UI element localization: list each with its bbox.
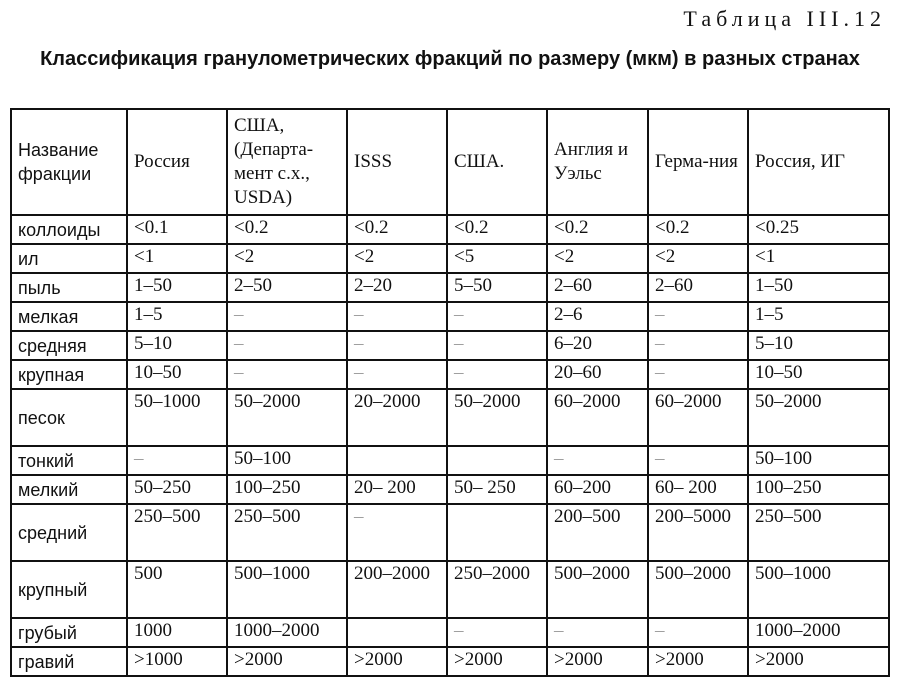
table-cell: – <box>447 360 547 389</box>
table-cell: – <box>447 331 547 360</box>
table-row <box>11 389 889 446</box>
table-cell: >2000 <box>227 647 347 676</box>
table-cell: 50–1000 <box>127 389 227 446</box>
table-cell: >2000 <box>748 647 889 676</box>
table-cell: 100–250 <box>748 475 889 504</box>
table-cell: 1–5 <box>748 302 889 331</box>
table-cell: 1–50 <box>127 273 227 302</box>
table-cell: 250–500 <box>227 504 347 561</box>
table-cell: 10–50 <box>127 360 227 389</box>
table-cell: 5–10 <box>127 331 227 360</box>
fraction-name-cell: гравий <box>11 647 127 676</box>
table-cell: – <box>648 360 748 389</box>
table-row <box>11 331 889 360</box>
table-cell: – <box>347 331 447 360</box>
table-cell: 60–2000 <box>547 389 648 446</box>
table-row <box>11 244 889 273</box>
fraction-name-cell: коллоиды <box>11 215 127 244</box>
header-cell-russia: Россия <box>127 109 227 215</box>
table-cell: <0.2 <box>447 215 547 244</box>
table-cell: 5–10 <box>748 331 889 360</box>
table-cell: <0.2 <box>648 215 748 244</box>
table-row <box>11 302 889 331</box>
table-cell <box>347 618 447 647</box>
table-row <box>11 647 889 676</box>
header-row <box>11 109 889 215</box>
table-cell: – <box>648 302 748 331</box>
table-cell: <1 <box>127 244 227 273</box>
table-cell: – <box>648 618 748 647</box>
table-cell: 1000 <box>127 618 227 647</box>
table-cell: 500–2000 <box>547 561 648 618</box>
table-cell: – <box>447 302 547 331</box>
fraction-name-cell: мелкая <box>11 302 127 331</box>
table-cell: – <box>648 331 748 360</box>
table-cell: <2 <box>648 244 748 273</box>
table-cell: 200–2000 <box>347 561 447 618</box>
table-cell: 60–2000 <box>648 389 748 446</box>
table-cell: – <box>347 302 447 331</box>
table-cell: 500–1000 <box>748 561 889 618</box>
table-cell: 2–50 <box>227 273 347 302</box>
header-cell-name: Название фракции <box>11 109 127 215</box>
fraction-name-cell: средняя <box>11 331 127 360</box>
table-cell: 50–100 <box>748 446 889 475</box>
table-cell: 50–2000 <box>227 389 347 446</box>
table-cell: 2–6 <box>547 302 648 331</box>
table-cell: <0.2 <box>227 215 347 244</box>
table-cell: >2000 <box>347 647 447 676</box>
fraction-name-cell: песок <box>11 389 127 446</box>
table-cell: 50–2000 <box>748 389 889 446</box>
table-cell: – <box>127 446 227 475</box>
header-cell-germany: Герма-ния <box>648 109 748 215</box>
fraction-name-cell: грубый <box>11 618 127 647</box>
table-cell: <2 <box>347 244 447 273</box>
fraction-table <box>10 108 890 677</box>
table-cell: 2–60 <box>648 273 748 302</box>
table-title: Классификация гранулометрических фракций по размеру (мкм) в разных странах <box>40 48 860 70</box>
fraction-name-cell: ил <box>11 244 127 273</box>
table-cell <box>447 504 547 561</box>
header-cell-russia-ig: Россия, ИГ <box>748 109 889 215</box>
table-cell: – <box>547 618 648 647</box>
table-cell: <2 <box>547 244 648 273</box>
fraction-name-cell: пыль <box>11 273 127 302</box>
table-cell: <0.1 <box>127 215 227 244</box>
table-cell: 2–20 <box>347 273 447 302</box>
table-cell: 250–500 <box>748 504 889 561</box>
table-row <box>11 360 889 389</box>
table-cell: 200–5000 <box>648 504 748 561</box>
table-cell: <0.25 <box>748 215 889 244</box>
table-cell: 1000–2000 <box>748 618 889 647</box>
table-cell: 500–1000 <box>227 561 347 618</box>
fraction-name-cell: крупный <box>11 561 127 618</box>
table-cell: <5 <box>447 244 547 273</box>
table-cell: 5–50 <box>447 273 547 302</box>
table-cell: <2 <box>227 244 347 273</box>
table-cell: <0.2 <box>547 215 648 244</box>
table-cell: 2–60 <box>547 273 648 302</box>
table-cell: 1–5 <box>127 302 227 331</box>
table-cell: – <box>648 446 748 475</box>
header-cell-england-wales: Англия и Уэльс <box>547 109 648 215</box>
table-cell: 6–20 <box>547 331 648 360</box>
table-cell: 1000–2000 <box>227 618 347 647</box>
table-row <box>11 618 889 647</box>
table-cell: >2000 <box>547 647 648 676</box>
table-row <box>11 475 889 504</box>
table-cell: 500 <box>127 561 227 618</box>
table-cell <box>447 446 547 475</box>
fraction-name-cell: средний <box>11 504 127 561</box>
table-cell: >2000 <box>447 647 547 676</box>
table-row <box>11 215 889 244</box>
header-cell-usa: США. <box>447 109 547 215</box>
table-cell: 20–2000 <box>347 389 447 446</box>
table-cell: – <box>347 360 447 389</box>
fraction-name-cell: тонкий <box>11 446 127 475</box>
header-cell-usa-usda: США, (Департа-мент с.х., USDA) <box>227 109 347 215</box>
table-cell: 60– 200 <box>648 475 748 504</box>
table-cell: >1000 <box>127 647 227 676</box>
table-cell: – <box>227 331 347 360</box>
table-row <box>11 446 889 475</box>
table-row <box>11 561 889 618</box>
table-row <box>11 504 889 561</box>
table-cell: >2000 <box>648 647 748 676</box>
table-cell: – <box>447 618 547 647</box>
table-cell: 50–250 <box>127 475 227 504</box>
table-cell: 60–200 <box>547 475 648 504</box>
table-cell: 500–2000 <box>648 561 748 618</box>
fraction-name-cell: крупная <box>11 360 127 389</box>
table-cell: 50–2000 <box>447 389 547 446</box>
table-cell: <1 <box>748 244 889 273</box>
table-cell: – <box>347 504 447 561</box>
header-cell-isss: ISSS <box>347 109 447 215</box>
table-cell: 1–50 <box>748 273 889 302</box>
table-cell: 20–60 <box>547 360 648 389</box>
table-cell: 250–500 <box>127 504 227 561</box>
table-cell: 100–250 <box>227 475 347 504</box>
table-cell: 50–100 <box>227 446 347 475</box>
table-cell: – <box>227 360 347 389</box>
table-cell: <0.2 <box>347 215 447 244</box>
table-cell <box>347 446 447 475</box>
table-cell: – <box>227 302 347 331</box>
table-cell: 200–500 <box>547 504 648 561</box>
table-cell: 20– 200 <box>347 475 447 504</box>
table-number: Таблица III.12 <box>683 6 886 31</box>
table-cell: 250–2000 <box>447 561 547 618</box>
table-cell: 50– 250 <box>447 475 547 504</box>
table-cell: – <box>547 446 648 475</box>
fraction-name-cell: мелкий <box>11 475 127 504</box>
table-row <box>11 273 889 302</box>
table-cell: 10–50 <box>748 360 889 389</box>
